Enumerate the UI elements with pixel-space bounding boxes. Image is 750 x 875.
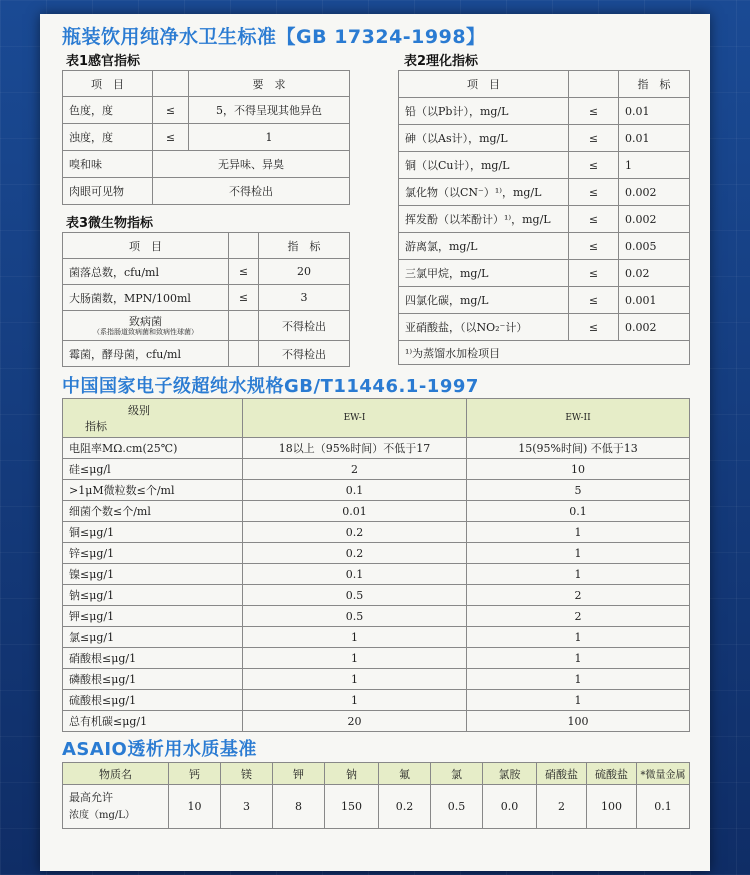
table-row: [63, 585, 690, 606]
table-row: [63, 669, 690, 690]
ew-cell: 1: [467, 522, 690, 543]
ew-cell: 0.1: [243, 564, 467, 585]
ew-cell: 1: [467, 690, 690, 711]
ew-cell: >1μM微粒数≤个/ml: [63, 480, 243, 501]
asaio-head: 硫酸盐: [587, 763, 637, 785]
t2-head-index: 指 标: [619, 71, 690, 98]
table1-sensory: [62, 70, 350, 205]
table-row: [63, 690, 690, 711]
ew-cell: 20: [243, 711, 467, 732]
table-row: [399, 314, 690, 341]
asaio-head: *微量金属: [637, 763, 690, 785]
asaio-head: 硝酸盐: [537, 763, 587, 785]
ew-head-index: 指标: [85, 420, 107, 433]
ew-cell: 2: [467, 606, 690, 627]
ew-cell: 镍≤μg/1: [63, 564, 243, 585]
table-row: [63, 648, 690, 669]
t3-cell: 霉菌，酵母菌，cfu/ml: [63, 341, 229, 367]
table-row: [399, 206, 690, 233]
t1-head-item: 项 目: [63, 71, 153, 97]
ew-cell: 总有机碳≤μg/1: [63, 711, 243, 732]
table-row: [63, 151, 350, 178]
t2-cell: 铅（以Pb计），mg/L: [399, 98, 569, 125]
table2-physchem: [398, 70, 690, 365]
t3-cell: ≤: [229, 259, 259, 285]
t1-cell: 肉眼可见物: [63, 178, 153, 205]
table-ew: [62, 398, 690, 732]
t2-cell: ≤: [569, 260, 619, 287]
ew-cell: 硅≤μg/l: [63, 459, 243, 480]
table-row: [399, 287, 690, 314]
t3-head-item: 项 目: [63, 233, 229, 259]
ew-cell: 10: [467, 459, 690, 480]
t3-cell: 20: [259, 259, 350, 285]
t2-cell: 0.02: [619, 260, 690, 287]
ew-cell: 锌≤μg/1: [63, 543, 243, 564]
table-row: [63, 543, 690, 564]
t1-cell: 嗅和味: [63, 151, 153, 178]
t2-cell: ≤: [569, 98, 619, 125]
t1-cell: 5，不得呈现其他异色: [189, 97, 350, 124]
ew-cell: 1: [467, 627, 690, 648]
table-row: [63, 124, 350, 151]
ew-cell: 0.01: [243, 501, 467, 522]
ew-cell: 18以上（95%时间）不低于17: [243, 438, 467, 459]
t2-cell: ≤: [569, 152, 619, 179]
ew-col-1: EW-I: [243, 399, 467, 438]
asaio-cell: 100: [587, 785, 637, 829]
t2-cell: ≤: [569, 233, 619, 260]
table-row: [399, 233, 690, 260]
asaio-head: 氟: [379, 763, 431, 785]
ew-cell: 2: [467, 585, 690, 606]
ew-cell: 1: [243, 669, 467, 690]
t1-cell: 浊度，度: [63, 124, 153, 151]
ew-title: 中国国家电子级超纯水规格GB/T11446.1-1997: [62, 376, 479, 397]
table3-microbial: [62, 232, 350, 367]
table-row: [63, 341, 350, 367]
asaio-cell: 150: [325, 785, 379, 829]
ew-cell: 5: [467, 480, 690, 501]
t1-cell: 色度，度: [63, 97, 153, 124]
ew-cell: 0.1: [467, 501, 690, 522]
table-row: [399, 260, 690, 287]
ew-cell: 1: [467, 543, 690, 564]
asaio-cell: 8: [273, 785, 325, 829]
t3-cell: 3: [259, 285, 350, 311]
table-row: [399, 341, 690, 365]
table-row: [63, 259, 350, 285]
t2-cell: 0.01: [619, 125, 690, 152]
t3-cell: 不得检出: [259, 341, 350, 367]
table-row: [63, 459, 690, 480]
table-row: [63, 606, 690, 627]
ew-cell: 0.5: [243, 585, 467, 606]
asaio-cell: 3: [221, 785, 273, 829]
ew-cell: 0.2: [243, 543, 467, 564]
ew-cell: 100: [467, 711, 690, 732]
t3-cell: 不得检出: [259, 311, 350, 341]
asaio-title: ASAIO透析用水质基准: [62, 739, 257, 760]
table-row: [63, 178, 350, 205]
t2-cell: ≤: [569, 314, 619, 341]
table-row: [399, 152, 690, 179]
table-row: [63, 438, 690, 459]
ew-cell: 钾≤μg/1: [63, 606, 243, 627]
t2-cell: 0.01: [619, 98, 690, 125]
ew-cell: 0.5: [243, 606, 467, 627]
table-row: [63, 501, 690, 522]
t3-cell: ≤: [229, 285, 259, 311]
t2-footnote: ¹⁾为蒸馏水加检项目: [399, 341, 690, 365]
t2-cell: 铜（以Cu计），mg/L: [399, 152, 569, 179]
asaio-head: 钠: [325, 763, 379, 785]
asaio-head: 钙: [169, 763, 221, 785]
table-row: [63, 522, 690, 543]
t1-head-req: 要 求: [189, 71, 350, 97]
t1-cell: ≤: [153, 97, 189, 124]
asaio-cell: 0.1: [637, 785, 690, 829]
asaio-cell: 10: [169, 785, 221, 829]
table-row: [63, 311, 350, 341]
asaio-head: 钾: [273, 763, 325, 785]
t1-cell: 不得检出: [153, 178, 350, 205]
t2-cell: 氯化物（以CN⁻）¹⁾，mg/L: [399, 179, 569, 206]
t2-cell: ≤: [569, 179, 619, 206]
table1-title: 表1感官指标: [66, 54, 141, 69]
t3-cell: 菌落总数，cfu/ml: [63, 259, 229, 285]
t2-cell: 0.001: [619, 287, 690, 314]
t1-cell: ≤: [153, 124, 189, 151]
asaio-head: 氯: [431, 763, 483, 785]
ew-head-level: 级别: [128, 404, 150, 417]
asaio-row-label: 最高允许: [69, 790, 113, 804]
asaio-cell: 0.5: [431, 785, 483, 829]
table-row: [399, 125, 690, 152]
t2-cell: 挥发酚（以苯酚计）¹⁾，mg/L: [399, 206, 569, 233]
ew-cell: 钠≤μg/1: [63, 585, 243, 606]
ew-cell: 15(95%时间) 不低于13: [467, 438, 690, 459]
asaio-cell: 2: [537, 785, 587, 829]
asaio-row-label: 浓度（mg/L）: [69, 809, 135, 821]
t2-cell: 1: [619, 152, 690, 179]
t3-cell: 大肠菌数，MPN/100ml: [63, 285, 229, 311]
table-row: [63, 711, 690, 732]
t2-cell: 0.002: [619, 206, 690, 233]
t2-cell: 砷（以As计），mg/L: [399, 125, 569, 152]
ew-cell: 1: [243, 648, 467, 669]
t3-cell: 致病菌: [129, 314, 162, 328]
table-row: [63, 97, 350, 124]
t2-cell: 三氯甲烷，mg/L: [399, 260, 569, 287]
table-row: [63, 564, 690, 585]
ew-cell: 1: [467, 564, 690, 585]
asaio-head: 镁: [221, 763, 273, 785]
ew-cell: 2: [243, 459, 467, 480]
t2-cell: 0.002: [619, 314, 690, 341]
t2-cell: 游离氯，mg/L: [399, 233, 569, 260]
table-row: [399, 98, 690, 125]
table3-title: 表3微生物指标: [66, 216, 154, 231]
asaio-head: 物质名: [63, 763, 169, 785]
t2-cell: ≤: [569, 125, 619, 152]
t1-cell: 无异味、异臭: [153, 151, 350, 178]
ew-cell: 0.1: [243, 480, 467, 501]
table2-title: 表2理化指标: [404, 54, 479, 69]
asaio-head: 氯胺: [483, 763, 537, 785]
t1-cell: 1: [189, 124, 350, 151]
t2-cell: ≤: [569, 206, 619, 233]
table-row: [399, 179, 690, 206]
t2-cell: ≤: [569, 287, 619, 314]
t2-cell: 0.005: [619, 233, 690, 260]
ew-cell: 硫酸根≤μg/1: [63, 690, 243, 711]
ew-cell: 氯≤μg/1: [63, 627, 243, 648]
table-row: [63, 480, 690, 501]
t2-cell: 0.002: [619, 179, 690, 206]
asaio-cell: 0.2: [379, 785, 431, 829]
ew-cell: 硝酸根≤μg/1: [63, 648, 243, 669]
ew-cell: 细菌个数≤个/ml: [63, 501, 243, 522]
t2-cell: 亚硝酸盐，（以NO₂⁻计）: [399, 314, 569, 341]
ew-cell: 1: [243, 690, 467, 711]
ew-cell: 铜≤μg/1: [63, 522, 243, 543]
table-asaio: [62, 762, 690, 829]
ew-col-2: EW-II: [467, 399, 690, 438]
t3-cell-note: （系指肠道致病菌和致病性球菌）: [93, 327, 198, 336]
table-row: [63, 627, 690, 648]
ew-cell: 1: [467, 669, 690, 690]
asaio-cell: 0.0: [483, 785, 537, 829]
ew-cell: 1: [467, 648, 690, 669]
gb-17324-title: 瓶装饮用纯净水卫生标准【GB 17324-1998】: [62, 26, 486, 48]
table-row: [63, 285, 350, 311]
t2-head-item: 项 目: [399, 71, 569, 98]
table-row: [63, 785, 690, 829]
ew-cell: 0.2: [243, 522, 467, 543]
t3-head-index: 指 标: [259, 233, 350, 259]
t2-cell: 四氯化碳，mg/L: [399, 287, 569, 314]
ew-cell: 1: [243, 627, 467, 648]
ew-cell: 磷酸根≤μg/1: [63, 669, 243, 690]
ew-cell: 电阻率MΩ.cm(25℃): [63, 438, 243, 459]
